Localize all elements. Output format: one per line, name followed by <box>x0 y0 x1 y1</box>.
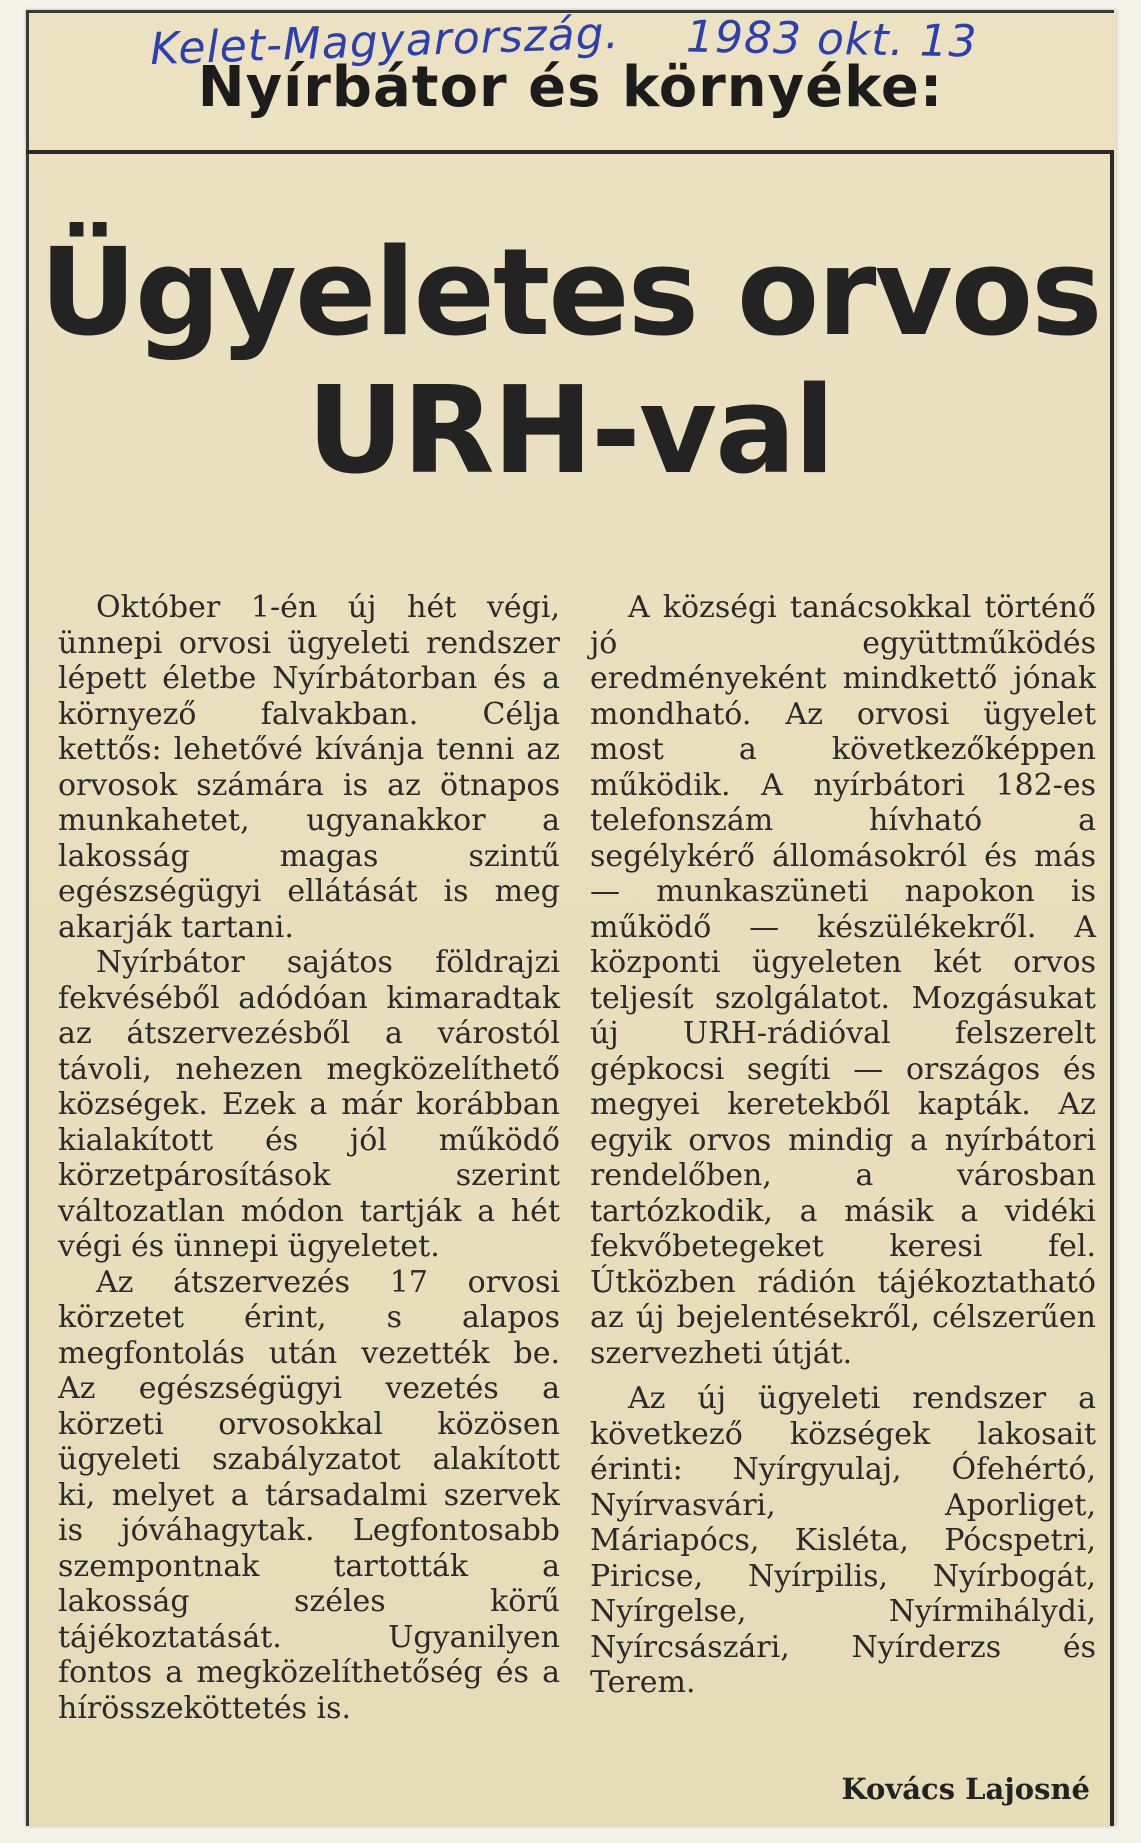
article-column-left <box>58 590 560 1726</box>
paragraph: Nyírbátor sajátos földrajzi fekvéséből adódóan kimaradtak az átszervezésből a várostól távoli, nehezen megközelíthető községek. Ezek a már korábban kialakított és jól működő körzetpárosítások szerint változatlan módon tartják a hét végi és ünnepi ügyeletet. <box>58 945 560 1264</box>
headline-line-1: Ügyeletes orvos <box>39 224 1101 363</box>
paragraph: Október 1-én új hét végi, ünnepi orvosi ügyeleti rendszer lépett életbe Nyírbátorban és a környező falvakban. Célja kettős: lehetővé kívánja tenni az orvosok számára is az ötnapos munkahetet, ugyanakkor a lakosság magas szintű egészségügyi ellátását is meg akarják tartani. <box>58 590 560 945</box>
paragraph: Az átszervezés 17 orvosi körzetet érint, s alapos megfontolás után vezették be. Az egészségügyi vezetés a körzeti orvosokkal közösen ügyeleti szabályzatot alakított ki, melyet a társadalmi szervek is jóváhagytak. Legfontosabb szempontnak tartották a lakosság széles körű tájékoztatását. Ugyanilyen fontos a megközelíthetőség és a hírösszeköttetés is. <box>58 1264 560 1726</box>
section-divider <box>26 150 1114 154</box>
handwritten-date: 1983 okt. 13 <box>685 11 979 68</box>
headline-line-2: URH-val <box>306 362 834 501</box>
frame-right-rule <box>1110 150 1114 1826</box>
handwritten-source: Kelet-Magyarország. <box>149 7 621 76</box>
frame-left-rule <box>26 10 29 1826</box>
paragraph: Az új ügyeleti rendszer a következő községek lakosait érinti: Nyírgyulaj, Ófehértó, Nyírvasvári, Aporliget, Máriapócs, Kisléta, Pócspetri, Piricse, Nyírpilis, Nyírbogát, Nyírgelse, Nyírmihálydi, Nyírcsászári, Nyírderzs és Terem. <box>590 1381 1096 1700</box>
paragraph: A községi tanácsokkal történő jó együttműködés eredményeként mindkettő jónak mondható. Az orvosi ügyelet most a következőképpen működik. A nyírbátori 182-es telefonszám hívható a segélykérő állomásokról és más — munkaszüneti napokon is működő — készülékekről. A központi ügyeleten két orvos teljesít szolgálatot. Mozgásukat új URH-rádióval felszerelt gépkocsi segíti — országos és megyei keretekből kapták. Az egyik orvos mindig a nyírbátori rendelőben, a városban tartózkodik, a másik a vidéki fekvőbetegeket keresi fel. Útközben rádión tájékoztatható az új bejelentésekről, célszerűen szervezheti útját. <box>590 590 1096 1371</box>
author-byline: Kovács Lajosné <box>841 1772 1090 1806</box>
article-headline <box>30 225 1110 501</box>
article-column-right <box>590 590 1096 1701</box>
section-title: Nyírbátor és környéke: <box>197 55 944 120</box>
